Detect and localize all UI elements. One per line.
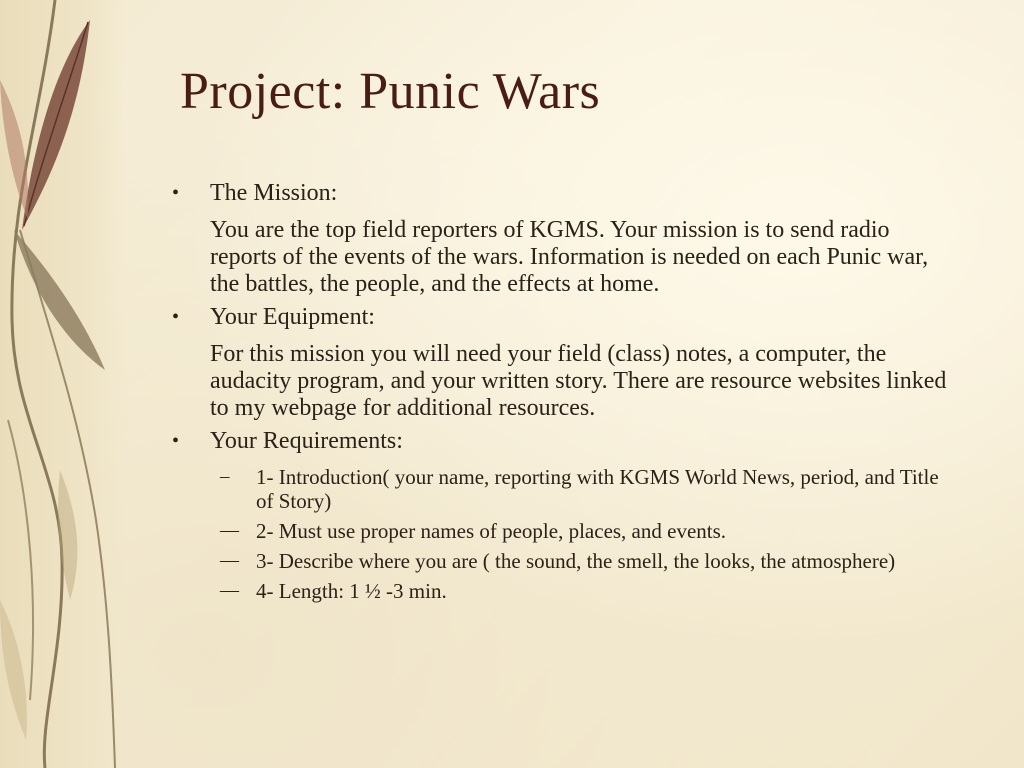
dash-marker: — <box>220 520 239 541</box>
bullet-marker: • <box>172 182 180 204</box>
requirement-text: 1- Introduction( your name, reporting with KGMS World News, period, and Title of Story) <box>256 465 939 513</box>
bullet-equipment-label: Your Equipment: <box>210 304 375 330</box>
bullet-equipment <box>168 304 958 422</box>
bullet-requirements-label: Your Requirements: <box>210 428 403 454</box>
dash-marker: – <box>220 466 230 487</box>
requirement-item <box>210 549 958 573</box>
bullet-marker: • <box>172 306 180 328</box>
dash-marker: — <box>220 580 239 601</box>
slide-title: Project: Punic Wars <box>180 63 601 120</box>
bullet-marker: • <box>172 430 180 452</box>
requirement-text: 4- Length: 1 ½ -3 min. <box>256 579 447 603</box>
bullet-mission-text: You are the top field reporters of KGMS. Your mission is to send radio reports of the events of the wars. Information is needed on each Punic war, the battles, the people, and the effects at home. <box>210 217 929 297</box>
slide-content <box>168 180 958 609</box>
bullet-mission <box>168 180 958 298</box>
bullet-mission-label: The Mission: <box>210 180 338 206</box>
dried-leaf-branch-icon <box>0 0 170 768</box>
requirement-text: 2- Must use proper names of people, places, and events. <box>256 519 727 543</box>
requirement-text: 3- Describe where you are ( the sound, the smell, the looks, the atmosphere) <box>256 549 896 573</box>
requirement-item <box>210 465 958 513</box>
requirement-item <box>210 579 958 603</box>
bullet-equipment-text: For this mission you will need your field (class) notes, a computer, the audacity program, and your written story. There are resource websites linked to my webpage for additional resources. <box>210 341 947 421</box>
dash-marker: — <box>220 550 239 571</box>
requirement-item <box>210 519 958 543</box>
bullet-requirements <box>168 428 958 455</box>
